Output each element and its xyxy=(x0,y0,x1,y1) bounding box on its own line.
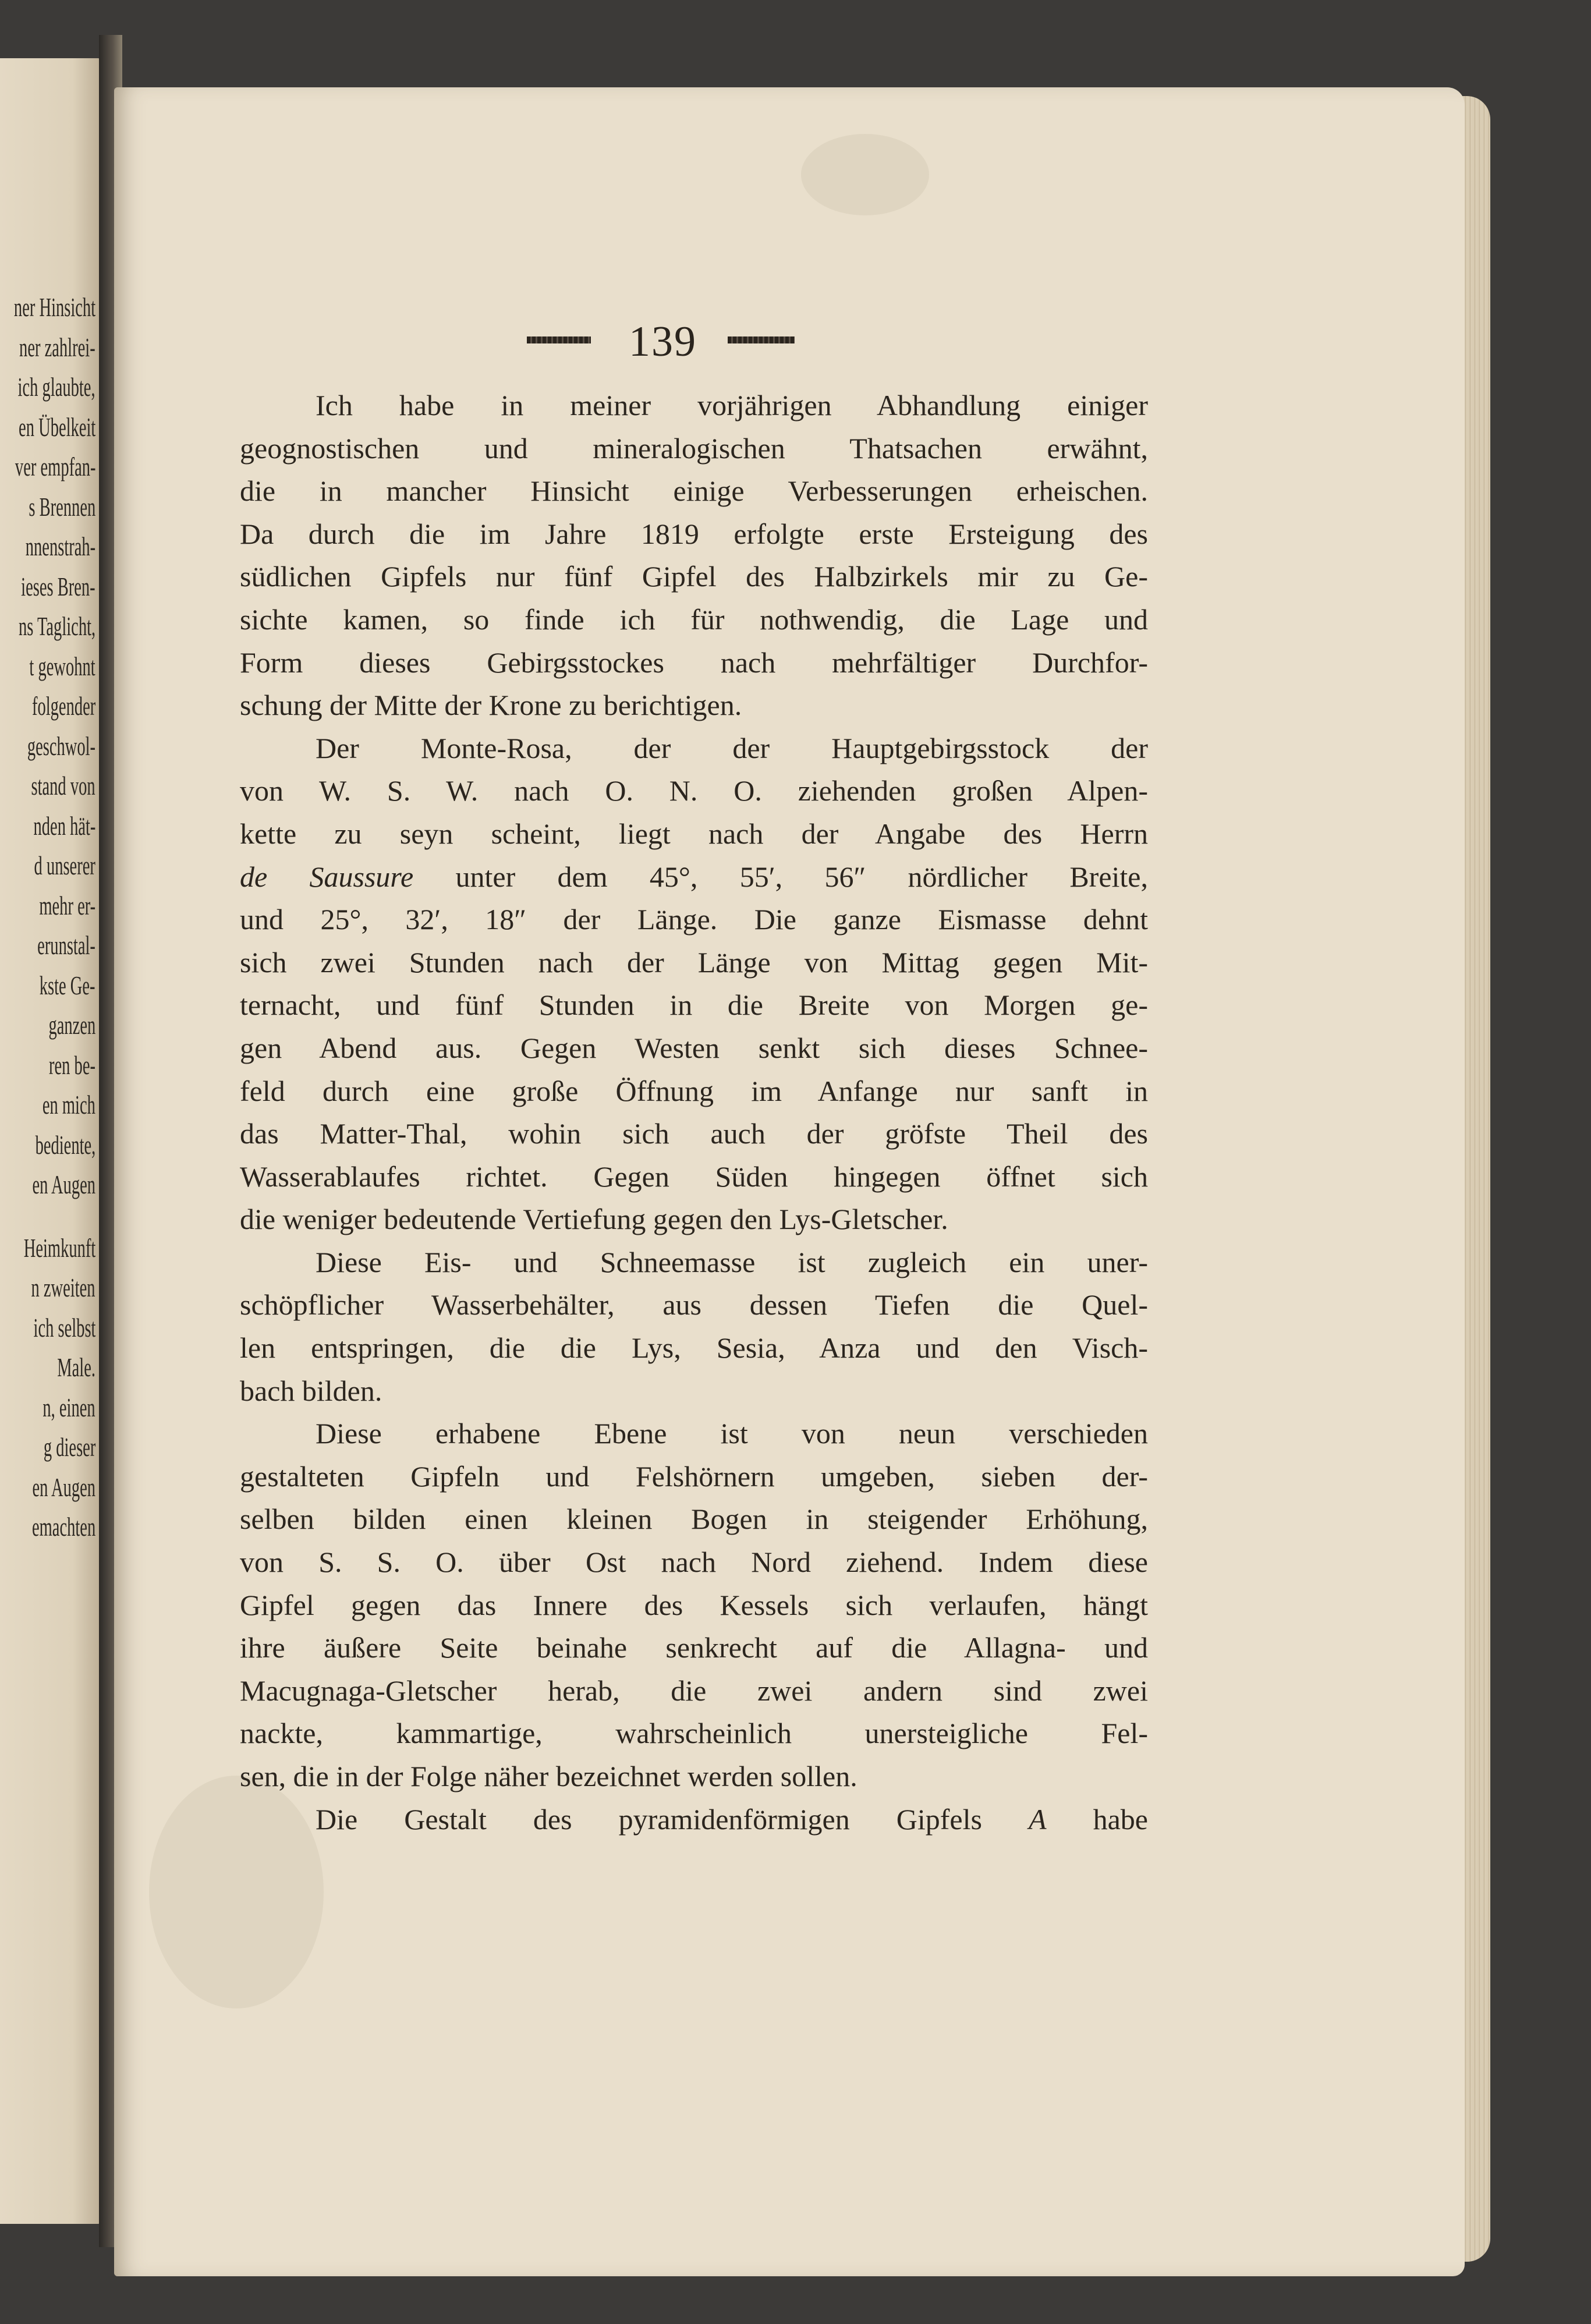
paragraph xyxy=(240,1798,1148,1841)
text-line: das Matter-Thal, wohin sich auch der gröfste Theil des xyxy=(240,1117,1148,1150)
text-line: bach bilden. xyxy=(240,1374,382,1407)
text-line: kette zu seyn scheint, liegt nach der Angabe des Herrn xyxy=(240,817,1148,850)
left-page-line: ner zahlrei- xyxy=(19,332,95,362)
text-line: selben bilden einen kleinen Bogen in steigender Erhöhung, xyxy=(240,1503,1148,1536)
text-line: gestalteten Gipfeln und Felshörnern umgeben, sieben der- xyxy=(240,1459,1148,1493)
text-line: Gipfel gegen das Innere des Kessels sich verlaufen, hängt xyxy=(240,1588,1148,1621)
text-line: ternacht, und fünf Stunden in die Breite von Morgen ge- xyxy=(240,989,1148,1022)
text-line: von S. S. O. über Ost nach Nord ziehend. Indem diese xyxy=(240,1546,1148,1579)
left-page-line: emachten xyxy=(31,1512,95,1542)
paragraph xyxy=(240,1241,1148,1412)
left-page-line: nnenstrah- xyxy=(25,532,95,561)
text-line: Die Gestalt des pyramidenförmigen Gipfels A habe xyxy=(316,1802,1148,1836)
text-line: Der Monte-Rosa, der der Hauptgebirgsstock der xyxy=(316,731,1148,764)
left-facing-page xyxy=(0,58,104,2224)
text-line: de Saussure unter dem 45°, 55′, 56″ nördlicher Breite, xyxy=(240,860,1148,893)
text-line: Macugnaga-Gletscher herab, die zwei andern sind zwei xyxy=(240,1674,1148,1707)
left-page-line: Heimkunft xyxy=(23,1232,95,1263)
paragraph xyxy=(240,384,1148,727)
left-page-line: kste Ge- xyxy=(40,970,95,1000)
left-page-line: stand von xyxy=(31,771,95,800)
paper-stain xyxy=(801,134,929,215)
text-line: schung der Mitte der Krone zu berichtigen. xyxy=(240,689,742,722)
text-line: nackte, kammartige, wahrscheinlich unersteigliche Fel- xyxy=(240,1717,1148,1750)
left-page-line: Male. xyxy=(57,1352,95,1382)
left-page-line: d unserer xyxy=(34,851,95,880)
left-page-line: ich selbst xyxy=(33,1312,95,1342)
left-page-line: ns Taglicht, xyxy=(18,611,95,641)
text-line: Diese erhabene Ebene ist von neun verschieden xyxy=(316,1417,1148,1450)
text-line: Ich habe in meiner vorjährigen Abhandlung einiger xyxy=(316,389,1148,421)
text-line: Form dieses Gebirgsstockes nach mehrfältiger Durchfor- xyxy=(240,646,1148,679)
text-line: gen Abend aus. Gegen Westen senkt sich dieses Schnee- xyxy=(240,1031,1148,1064)
left-page-line: g dieser xyxy=(43,1432,95,1462)
left-page-line: n zweiten xyxy=(31,1273,95,1302)
text-line: geognostischen und mineralogischen Thatsachen erwähnt, xyxy=(240,431,1148,465)
text-line: sen, die in der Folge näher bezeichnet werden sollen. xyxy=(240,1760,857,1792)
left-page-line: ver empfan- xyxy=(15,452,95,481)
left-page-line: geschwol- xyxy=(27,731,95,761)
left-page-line: n, einen xyxy=(42,1392,95,1422)
header-ornament-left xyxy=(527,336,591,343)
left-page-line: mehr er- xyxy=(39,890,95,920)
left-page-line: nden hät- xyxy=(33,810,95,841)
text-line: Diese Eis- und Schneemasse ist zugleich ein uner- xyxy=(316,1245,1148,1278)
text-line: von W. S. W. nach O. N. O. ziehenden großen Alpen- xyxy=(240,774,1148,807)
header-ornament-right xyxy=(728,336,795,343)
left-page-line: en Übelkeit xyxy=(18,412,95,442)
left-page-line: en Augen xyxy=(32,1170,95,1199)
text-line: sichte kamen, so finde ich für nothwendig, die Lage und xyxy=(240,603,1148,636)
left-page-line: ich glaubte, xyxy=(17,372,95,402)
text-line: len entspringen, die die Lys, Sesia, Anza und den Visch- xyxy=(240,1331,1148,1365)
body-text xyxy=(240,384,1148,1841)
left-page-line: bediente, xyxy=(35,1129,95,1160)
left-page-line: ieses Bren- xyxy=(21,571,95,601)
left-page-line: en Augen xyxy=(32,1472,95,1502)
text-line: südlichen Gipfels nur fünf Gipfel des Halbzirkels mir zu Ge- xyxy=(240,560,1148,593)
text-line: die in mancher Hinsicht einige Verbesserungen erheischen. xyxy=(240,474,1148,508)
paragraph xyxy=(240,1412,1148,1798)
left-page-line: ren be- xyxy=(49,1050,95,1080)
text-line: feld durch eine große Öffnung im Anfange nur sanft in xyxy=(240,1074,1148,1107)
left-page-line: folgender xyxy=(31,691,95,721)
left-page-line: ganzen xyxy=(48,1010,95,1040)
text-line: die weniger bedeutende Vertiefung gegen den Lys-Gletscher. xyxy=(240,1203,948,1236)
text-line: und 25°, 32′, 18″ der Länge. Die ganze Eismasse dehnt xyxy=(240,903,1148,936)
text-line: ihre äußere Seite beinahe senkrecht auf die Allagna- und xyxy=(240,1631,1148,1664)
text-line: Wasserablaufes richtet. Gegen Süden hingegen öffnet sich xyxy=(240,1160,1148,1193)
left-page-line: t gewohnt xyxy=(29,651,95,681)
left-page-line: s Brennen xyxy=(29,491,95,522)
text-line: schöpflicher Wasserbehälter, aus dessen Tiefen die Quel- xyxy=(240,1288,1148,1322)
left-page-line: en mich xyxy=(42,1090,95,1120)
paragraph xyxy=(240,727,1148,1241)
text-line: sich zwei Stunden nach der Länge von Mittag gegen Mit- xyxy=(240,945,1148,979)
page-number: 139 xyxy=(629,318,697,366)
left-page-line: erunstal- xyxy=(37,930,95,960)
text-line: Da durch die im Jahre 1819 erfolgte erste Ersteigung des xyxy=(240,517,1148,550)
left-page-line: ner Hinsicht xyxy=(13,292,95,322)
